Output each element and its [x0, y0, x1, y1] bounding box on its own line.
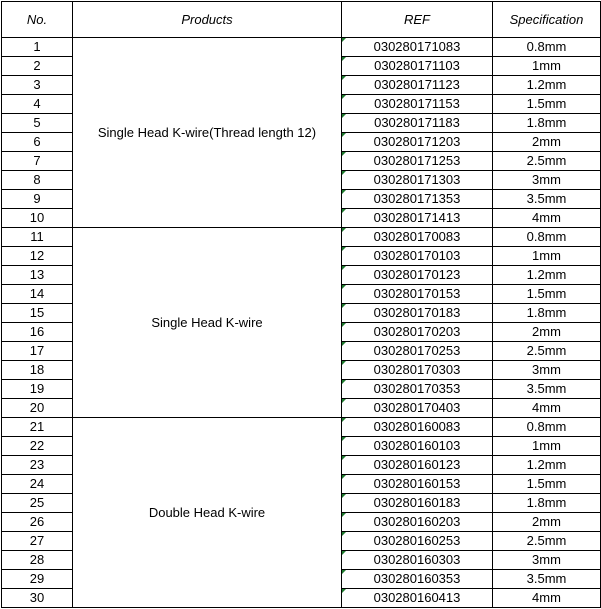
text-number-marker-icon — [342, 209, 346, 213]
cell-no: 30 — [2, 589, 73, 608]
cell-specification: 3mm — [493, 361, 601, 380]
cell-specification: 1.8mm — [493, 304, 601, 323]
ref-value: 030280160123 — [373, 457, 461, 472]
cell-ref — [342, 342, 493, 361]
text-number-marker-icon — [342, 456, 346, 460]
header-row — [2, 2, 601, 38]
cell-specification: 1.5mm — [493, 285, 601, 304]
cell-no: 16 — [2, 323, 73, 342]
cell-no: 17 — [2, 342, 73, 361]
cell-specification: 2.5mm — [493, 152, 601, 171]
ref-value: 030280170183 — [373, 305, 461, 320]
text-number-marker-icon — [342, 171, 346, 175]
cell-ref — [342, 209, 493, 228]
cell-no: 10 — [2, 209, 73, 228]
text-number-marker-icon — [342, 285, 346, 289]
text-number-marker-icon — [342, 190, 346, 194]
cell-specification: 3mm — [493, 171, 601, 190]
cell-specification: 1.2mm — [493, 266, 601, 285]
ref-value: 030280171083 — [373, 39, 461, 54]
cell-specification: 2mm — [493, 323, 601, 342]
cell-ref — [342, 532, 493, 551]
text-number-marker-icon — [342, 228, 346, 232]
cell-ref — [342, 380, 493, 399]
text-number-marker-icon — [342, 361, 346, 365]
cell-product-name: Single Head K-wire(Thread length 12) — [73, 38, 342, 228]
cell-specification: 0.8mm — [493, 228, 601, 247]
table-row — [2, 418, 601, 437]
cell-ref — [342, 361, 493, 380]
cell-specification: 1mm — [493, 437, 601, 456]
ref-value: 030280170103 — [373, 248, 461, 263]
ref-value: 030280171353 — [373, 191, 461, 206]
cell-no: 3 — [2, 76, 73, 95]
cell-specification: 3mm — [493, 551, 601, 570]
cell-specification: 3.5mm — [493, 570, 601, 589]
cell-no: 23 — [2, 456, 73, 475]
cell-no: 22 — [2, 437, 73, 456]
header-no: No. — [2, 2, 73, 38]
cell-ref — [342, 133, 493, 152]
ref-value: 030280171123 — [374, 77, 460, 92]
cell-no: 12 — [2, 247, 73, 266]
cell-specification: 3.5mm — [493, 190, 601, 209]
cell-specification: 4mm — [493, 589, 601, 608]
cell-product-name: Double Head K-wire — [73, 418, 342, 608]
cell-ref — [342, 228, 493, 247]
cell-no: 14 — [2, 285, 73, 304]
ref-value: 030280170303 — [373, 362, 461, 377]
ref-value: 030280170153 — [373, 286, 461, 301]
cell-ref — [342, 57, 493, 76]
cell-specification: 2.5mm — [493, 342, 601, 361]
cell-specification: 4mm — [493, 399, 601, 418]
cell-ref — [342, 114, 493, 133]
text-number-marker-icon — [342, 589, 346, 593]
table-body — [2, 38, 601, 608]
cell-specification: 1.8mm — [493, 114, 601, 133]
cell-ref — [342, 456, 493, 475]
cell-ref — [342, 513, 493, 532]
cell-no: 29 — [2, 570, 73, 589]
cell-specification: 4mm — [493, 209, 601, 228]
text-number-marker-icon — [342, 570, 346, 574]
cell-specification: 1.8mm — [493, 494, 601, 513]
cell-no: 4 — [2, 95, 73, 114]
cell-no: 19 — [2, 380, 73, 399]
cell-no: 6 — [2, 133, 73, 152]
ref-value: 030280160083 — [373, 419, 461, 434]
cell-no: 24 — [2, 475, 73, 494]
ref-value: 030280171203 — [373, 134, 461, 149]
text-number-marker-icon — [342, 38, 346, 42]
cell-specification: 0.8mm — [493, 418, 601, 437]
text-number-marker-icon — [342, 133, 346, 137]
cell-no: 21 — [2, 418, 73, 437]
cell-specification: 1mm — [493, 247, 601, 266]
ref-value: 030280160413 — [373, 590, 461, 605]
cell-ref — [342, 266, 493, 285]
cell-specification: 3.5mm — [493, 380, 601, 399]
cell-ref — [342, 285, 493, 304]
text-number-marker-icon — [342, 513, 346, 517]
cell-specification: 2mm — [493, 133, 601, 152]
kwire-spec-table — [1, 1, 601, 608]
text-number-marker-icon — [342, 551, 346, 555]
text-number-marker-icon — [342, 475, 346, 479]
text-number-marker-icon — [342, 380, 346, 384]
cell-no: 13 — [2, 266, 73, 285]
ref-value: 030280160153 — [373, 476, 461, 491]
text-number-marker-icon — [342, 304, 346, 308]
table-row — [2, 38, 601, 57]
ref-value: 030280170203 — [373, 324, 461, 339]
cell-specification: 2.5mm — [493, 532, 601, 551]
ref-value: 030280170123 — [373, 267, 461, 282]
cell-no: 25 — [2, 494, 73, 513]
cell-no: 8 — [2, 171, 73, 190]
cell-no: 9 — [2, 190, 73, 209]
cell-specification: 1mm — [493, 57, 601, 76]
text-number-marker-icon — [342, 57, 346, 61]
ref-value: 030280170253 — [373, 343, 461, 358]
header-specification: Specification — [493, 2, 601, 38]
cell-specification: 2mm — [493, 513, 601, 532]
ref-value: 030280171303 — [373, 172, 461, 187]
ref-value: 030280171183 — [374, 115, 460, 130]
text-number-marker-icon — [342, 152, 346, 156]
cell-specification: 1.5mm — [493, 95, 601, 114]
text-number-marker-icon — [342, 323, 346, 327]
ref-value: 030280171253 — [373, 153, 461, 168]
cell-ref — [342, 494, 493, 513]
ref-value: 030280160303 — [373, 552, 461, 567]
cell-no: 20 — [2, 399, 73, 418]
text-number-marker-icon — [342, 437, 346, 441]
cell-ref — [342, 171, 493, 190]
cell-specification: 0.8mm — [493, 38, 601, 57]
cell-specification: 1.2mm — [493, 456, 601, 475]
cell-ref — [342, 76, 493, 95]
cell-no: 11 — [2, 228, 73, 247]
table-row — [2, 228, 601, 247]
cell-ref — [342, 95, 493, 114]
cell-ref — [342, 418, 493, 437]
ref-value: 030280160183 — [373, 495, 461, 510]
cell-specification: 1.5mm — [493, 475, 601, 494]
ref-value: 030280160253 — [373, 533, 461, 548]
text-number-marker-icon — [342, 95, 346, 99]
cell-no: 27 — [2, 532, 73, 551]
cell-no: 15 — [2, 304, 73, 323]
cell-no: 28 — [2, 551, 73, 570]
cell-ref — [342, 247, 493, 266]
cell-ref — [342, 190, 493, 209]
ref-value: 030280171413 — [373, 210, 461, 225]
text-number-marker-icon — [342, 114, 346, 118]
cell-ref — [342, 551, 493, 570]
cell-no: 18 — [2, 361, 73, 380]
cell-ref — [342, 152, 493, 171]
cell-no: 2 — [2, 57, 73, 76]
header-products: Products — [73, 2, 342, 38]
ref-value: 030280170403 — [373, 400, 461, 415]
cell-ref — [342, 570, 493, 589]
cell-ref — [342, 304, 493, 323]
cell-product-name: Single Head K-wire — [73, 228, 342, 418]
text-number-marker-icon — [342, 418, 346, 422]
text-number-marker-icon — [342, 532, 346, 536]
ref-value: 030280170083 — [373, 229, 461, 244]
cell-ref — [342, 437, 493, 456]
cell-ref — [342, 323, 493, 342]
ref-value: 030280160203 — [373, 514, 461, 529]
ref-value: 030280171103 — [374, 58, 460, 73]
cell-ref — [342, 38, 493, 57]
cell-no: 26 — [2, 513, 73, 532]
text-number-marker-icon — [342, 247, 346, 251]
ref-value: 030280171153 — [374, 96, 460, 111]
cell-ref — [342, 399, 493, 418]
text-number-marker-icon — [342, 76, 346, 80]
header-ref: REF — [342, 2, 493, 38]
cell-no: 1 — [2, 38, 73, 57]
cell-no: 7 — [2, 152, 73, 171]
ref-value: 030280170353 — [373, 381, 461, 396]
ref-value: 030280160103 — [373, 438, 461, 453]
ref-value: 030280160353 — [373, 571, 461, 586]
cell-specification: 1.2mm — [493, 76, 601, 95]
cell-no: 5 — [2, 114, 73, 133]
text-number-marker-icon — [342, 342, 346, 346]
text-number-marker-icon — [342, 266, 346, 270]
cell-ref — [342, 589, 493, 608]
text-number-marker-icon — [342, 494, 346, 498]
text-number-marker-icon — [342, 399, 346, 403]
cell-ref — [342, 475, 493, 494]
